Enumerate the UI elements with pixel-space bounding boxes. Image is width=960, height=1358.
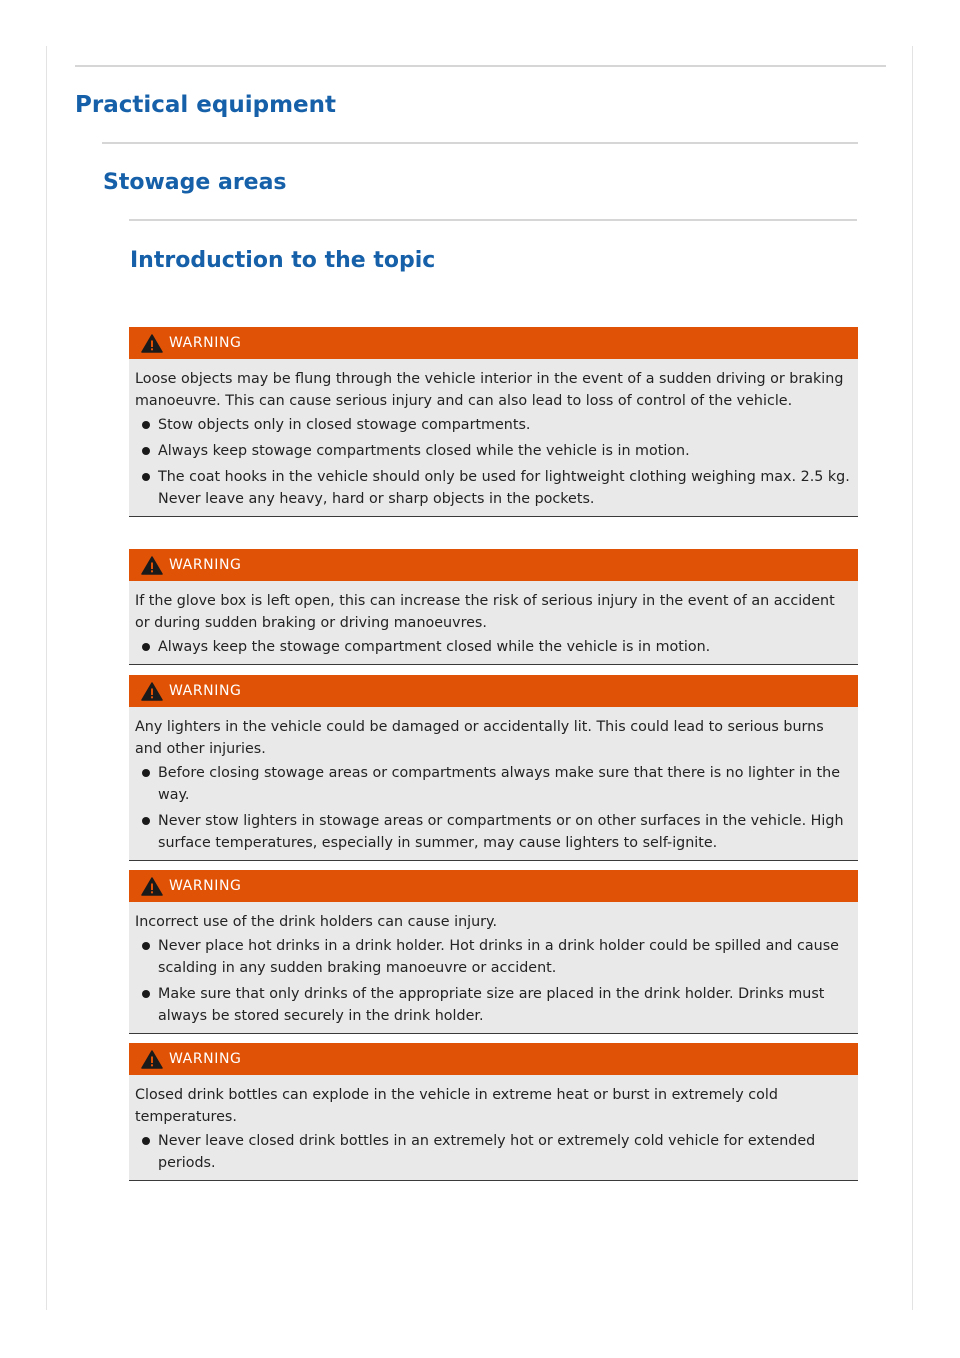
warning-triangle-icon: [141, 877, 163, 896]
warning-header: [129, 327, 858, 359]
warning-box: [129, 870, 858, 1034]
list-item-text: Never leave closed drink bottles in an extremely hot or extremely cold vehicle for extended periods.: [158, 1133, 816, 1171]
list-item: [135, 983, 852, 1027]
warning-header: [129, 549, 858, 581]
warning-text: Incorrect use of the drink holders can cause injury.: [135, 914, 498, 930]
warning-list: [135, 636, 852, 658]
bullet-dot-icon: [142, 942, 150, 950]
warning-label: WARNING: [169, 335, 242, 351]
list-item-text: Stow objects only in closed stowage compartments.: [158, 417, 531, 433]
bullet-dot-icon: [142, 473, 150, 481]
list-item-text: Always keep stowage compartments closed while the vehicle is in motion.: [158, 443, 690, 459]
list-item-text: The coat hooks in the vehicle should only be used for lightweight clothing weighing max. 2.5 kg. Never leave any heavy, hard or sharp objects in the pockets.: [158, 469, 850, 507]
list-item-text: Never stow lighters in stowage areas or compartments or on other surfaces in the vehicle. High surface temperatures, especially in summer, may cause lighters to self-ignite.: [158, 813, 844, 851]
list-item: [135, 810, 852, 854]
bullet-dot-icon: [142, 990, 150, 998]
warning-label: WARNING: [169, 557, 242, 573]
warning-header: [129, 1043, 858, 1075]
subsection-title: Stowage areas: [103, 170, 287, 195]
left-margin-line: [46, 46, 47, 1310]
warning-triangle-icon: [141, 1050, 163, 1069]
section-title: Practical equipment: [75, 92, 336, 118]
warning-header: [129, 675, 858, 707]
warning-label: WARNING: [169, 683, 242, 699]
list-item-text: Always keep the stowage compartment closed while the vehicle is in motion.: [158, 639, 711, 655]
list-item: [135, 1130, 852, 1174]
bullet-dot-icon: [142, 769, 150, 777]
warning-box: [129, 327, 858, 517]
bullet-dot-icon: [142, 447, 150, 455]
warning-body: [129, 1075, 858, 1180]
divider-section: [102, 142, 858, 144]
warning-box: [129, 1043, 858, 1181]
list-item: [135, 466, 852, 510]
warning-triangle-icon: [141, 682, 163, 701]
warning-text: Loose objects may be flung through the vehicle interior in the event of a sudden driving or braking manoeuvre. This can cause serious injury and can also lead to loss of control of the vehicle.: [135, 371, 844, 409]
warning-body: [129, 359, 858, 516]
list-item: [135, 636, 852, 658]
warning-list: [135, 935, 852, 1027]
list-item-text: Never place hot drinks in a drink holder. Hot drinks in a drink holder could be spilled and cause scalding in any sudden braking manoeuvre or accident.: [158, 938, 839, 976]
warning-box: [129, 675, 858, 861]
bullet-dot-icon: [142, 421, 150, 429]
list-item: [135, 935, 852, 979]
bullet-dot-icon: [142, 817, 150, 825]
list-item: [135, 414, 852, 436]
warning-list: [135, 1130, 852, 1174]
warning-label: WARNING: [169, 878, 242, 894]
warning-box: [129, 549, 858, 665]
warning-text: If the glove box is left open, this can increase the risk of serious injury in the event of an accident or during sudden braking or driving manoeuvres.: [135, 593, 835, 631]
bullet-dot-icon: [142, 643, 150, 651]
warning-text: Any lighters in the vehicle could be damaged or accidentally lit. This could lead to serious burns and other injuries.: [135, 719, 824, 757]
warning-body: [129, 902, 858, 1033]
warning-text: Closed drink bottles can explode in the vehicle in extreme heat or burst in extremely cold temperatures.: [135, 1087, 778, 1125]
warning-header: [129, 870, 858, 902]
warning-label: WARNING: [169, 1051, 242, 1067]
divider-subsection: [129, 219, 857, 221]
list-item: [135, 440, 852, 462]
warning-triangle-icon: [141, 556, 163, 575]
list-item: [135, 762, 852, 806]
warning-list: [135, 414, 852, 510]
warning-list: [135, 762, 852, 854]
list-item-text: Make sure that only drinks of the appropriate size are placed in the drink holder. Drinks must always be stored securely in the drink holder.: [158, 986, 825, 1024]
bullet-dot-icon: [142, 1137, 150, 1145]
list-item-text: Before closing stowage areas or compartments always make sure that there is no lighter in the way.: [158, 765, 840, 803]
warning-body: [129, 581, 858, 664]
right-margin-line: [912, 46, 913, 1310]
divider-top: [75, 65, 886, 67]
warning-triangle-icon: [141, 334, 163, 353]
topic-title: Introduction to the topic: [130, 248, 436, 273]
warning-body: [129, 707, 858, 860]
